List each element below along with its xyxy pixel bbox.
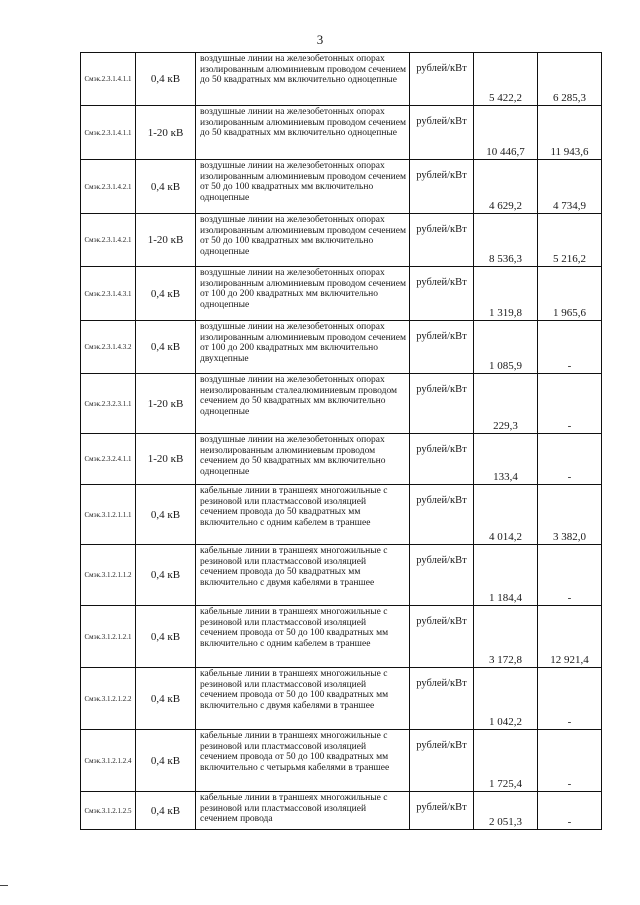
- table-row: [81, 792, 602, 830]
- row-description: воздушные линии на железобетонных опорах изолированным алюминиевым проводом сечением от 100 до 200 квадратных мм включительно двухцепные: [196, 321, 410, 374]
- row-voltage: 1-20 кВ: [136, 434, 196, 485]
- row-unit: рублей/кВт: [410, 434, 474, 485]
- row-value-2: -: [538, 792, 602, 830]
- row-value-2: -: [538, 730, 602, 792]
- table-row: [81, 53, 602, 106]
- row-description: воздушные линии на железобетонных опорах неизолированным алюминиевым проводом сечением до 50 квадратных мм включительно одноцепные: [196, 434, 410, 485]
- table-row: [81, 321, 602, 374]
- row-value-1: 4 629,2: [474, 160, 538, 214]
- row-voltage: 0,4 кВ: [136, 730, 196, 792]
- row-voltage: 0,4 кВ: [136, 606, 196, 668]
- row-voltage: 0,4 кВ: [136, 545, 196, 606]
- table-row: [81, 434, 602, 485]
- row-voltage: 1-20 кВ: [136, 106, 196, 160]
- row-unit: рублей/кВт: [410, 606, 474, 668]
- row-value-1: 4 014,2: [474, 485, 538, 545]
- margin-mark: [0, 885, 8, 886]
- row-unit: рублей/кВт: [410, 730, 474, 792]
- row-value-2: -: [538, 545, 602, 606]
- table-row: [81, 214, 602, 267]
- row-code: Смэк.3.1.2.1.1.1: [81, 485, 136, 545]
- row-unit: рублей/кВт: [410, 792, 474, 830]
- row-value-1: 133,4: [474, 434, 538, 485]
- row-code: Смэк.2.3.2.3.1.1: [81, 374, 136, 434]
- table-row: [81, 730, 602, 792]
- row-description: воздушные линии на железобетонных опорах изолированным алюминиевым проводом сечением до 50 квадратных мм включительно одноцепные: [196, 53, 410, 106]
- row-value-2: -: [538, 321, 602, 374]
- row-description: воздушные линии на железобетонных опорах неизолированным сталеалюминиевым проводом сечением до 50 квадратных мм включительно одноцепные: [196, 374, 410, 434]
- row-value-1: 8 536,3: [474, 214, 538, 267]
- row-description: кабельные линии в траншеях многожильные с резиновой или пластмассовой изоляцией сечением провода от 50 до 100 квадратных мм включительно с двумя кабелями в траншее: [196, 668, 410, 730]
- row-value-2: 6 285,3: [538, 53, 602, 106]
- row-voltage: 0,4 кВ: [136, 792, 196, 830]
- row-description: воздушные линии на железобетонных опорах изолированным алюминиевым проводом сечением от 50 до 100 квадратных мм включительно одноцепные: [196, 160, 410, 214]
- row-code: Смэк.3.1.2.1.1.2: [81, 545, 136, 606]
- row-code: Смэк.2.3.1.4.1.1: [81, 53, 136, 106]
- row-voltage: 0,4 кВ: [136, 668, 196, 730]
- row-unit: рублей/кВт: [410, 545, 474, 606]
- table-row: [81, 374, 602, 434]
- row-value-2: -: [538, 434, 602, 485]
- row-description: воздушные линии на железобетонных опорах изолированным алюминиевым проводом сечением до 50 квадратных мм включительно одноцепные: [196, 106, 410, 160]
- table-row: [81, 485, 602, 545]
- row-description: воздушные линии на железобетонных опорах изолированным алюминиевым проводом сечением от 100 до 200 квадратных мм включительно одноцепные: [196, 267, 410, 321]
- row-unit: рублей/кВт: [410, 160, 474, 214]
- row-code: Смэк.3.1.2.1.2.4: [81, 730, 136, 792]
- table-row: [81, 160, 602, 214]
- table-row: [81, 545, 602, 606]
- row-unit: рублей/кВт: [410, 267, 474, 321]
- row-value-1: 5 422,2: [474, 53, 538, 106]
- row-voltage: 1-20 кВ: [136, 374, 196, 434]
- row-code: Смэк.3.1.2.1.2.2: [81, 668, 136, 730]
- row-value-1: 3 172,8: [474, 606, 538, 668]
- row-value-2: 1 965,6: [538, 267, 602, 321]
- row-value-2: 11 943,6: [538, 106, 602, 160]
- row-description: кабельные линии в траншеях многожильные с резиновой или пластмассовой изоляцией сечением провода от 50 до 100 квадратных мм включительно с одним кабелем в траншее: [196, 606, 410, 668]
- row-voltage: 0,4 кВ: [136, 160, 196, 214]
- row-code: Смэк.2.3.1.4.1.1: [81, 106, 136, 160]
- row-code: Смэк.2.3.1.4.2.1: [81, 214, 136, 267]
- row-value-2: 4 734,9: [538, 160, 602, 214]
- row-value-2: 5 216,2: [538, 214, 602, 267]
- row-voltage: 0,4 кВ: [136, 485, 196, 545]
- row-unit: рублей/кВт: [410, 485, 474, 545]
- row-voltage: 0,4 кВ: [136, 53, 196, 106]
- row-value-1: 1 319,8: [474, 267, 538, 321]
- row-value-1: 229,3: [474, 374, 538, 434]
- row-description: кабельные линии в траншеях многожильные с резиновой или пластмассовой изоляцией сечением провода до 50 квадратных мм включительно с двумя кабелями в траншее: [196, 545, 410, 606]
- row-value-2: -: [538, 374, 602, 434]
- row-code: Смэк.2.3.1.4.2.1: [81, 160, 136, 214]
- row-voltage: 1-20 кВ: [136, 214, 196, 267]
- row-value-2: -: [538, 668, 602, 730]
- row-code: Смэк.2.3.2.4.1.1: [81, 434, 136, 485]
- table-row: [81, 668, 602, 730]
- row-unit: рублей/кВт: [410, 106, 474, 160]
- table-row: [81, 267, 602, 321]
- row-unit: рублей/кВт: [410, 53, 474, 106]
- row-description: кабельные линии в траншеях многожильные с резиновой или пластмассовой изоляцией сечением провода: [196, 792, 410, 830]
- row-voltage: 0,4 кВ: [136, 321, 196, 374]
- row-value-1: 1 725,4: [474, 730, 538, 792]
- page-number: 3: [316, 32, 324, 47]
- table-body: [81, 53, 602, 830]
- row-value-1: 1 085,9: [474, 321, 538, 374]
- table-row: [81, 606, 602, 668]
- row-code: Смэк.2.3.1.4.3.1: [81, 267, 136, 321]
- row-description: кабельные линии в траншеях многожильные с резиновой или пластмассовой изоляцией сечением провода до 50 квадратных мм включительно с одним кабелем в траншее: [196, 485, 410, 545]
- row-voltage: 0,4 кВ: [136, 267, 196, 321]
- row-value-2: 3 382,0: [538, 485, 602, 545]
- row-unit: рублей/кВт: [410, 668, 474, 730]
- row-value-1: 2 051,3: [474, 792, 538, 830]
- row-code: Смэк.3.1.2.1.2.5: [81, 792, 136, 830]
- row-code: Смэк.3.1.2.1.2.1: [81, 606, 136, 668]
- row-value-1: 10 446,7: [474, 106, 538, 160]
- row-unit: рублей/кВт: [410, 321, 474, 374]
- row-value-2: 12 921,4: [538, 606, 602, 668]
- table-row: [81, 106, 602, 160]
- row-unit: рублей/кВт: [410, 214, 474, 267]
- row-description: воздушные линии на железобетонных опорах изолированным алюминиевым проводом сечением от 50 до 100 квадратных мм включительно одноцепные: [196, 214, 410, 267]
- row-description: кабельные линии в траншеях многожильные с резиновой или пластмассовой изоляцией сечением провода от 50 до 100 квадратных мм включительно с четырьмя кабелями в траншее: [196, 730, 410, 792]
- row-value-1: 1 184,4: [474, 545, 538, 606]
- row-value-1: 1 042,2: [474, 668, 538, 730]
- row-unit: рублей/кВт: [410, 374, 474, 434]
- row-code: Смэк.2.3.1.4.3.2: [81, 321, 136, 374]
- tariff-table: [80, 52, 602, 830]
